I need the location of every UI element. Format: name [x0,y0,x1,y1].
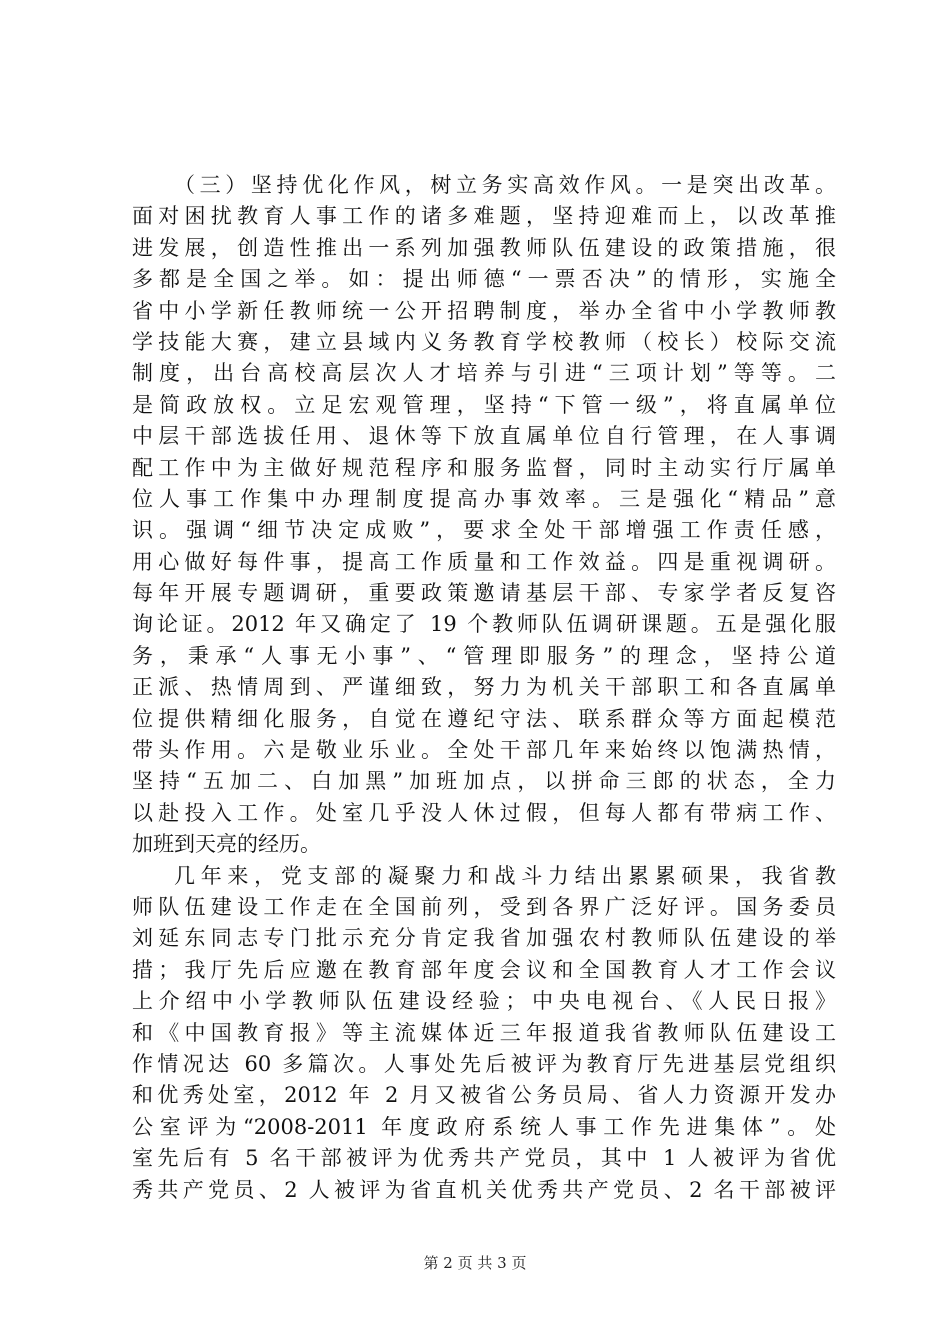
text-line: 是简政放权。立足宏观管理，坚持“下管一级”，将直属单位 [132,392,836,417]
text-line: 中层干部选拔任用、退休等下放直属单位自行管理，在人事调 [132,424,836,449]
text-line: 室先后有 5 名干部被评为优秀共产党员，其中 1 人被评为省优 [132,1146,836,1171]
text-line: 刘延东同志专门批示充分肯定我省加强农村教师队伍建设的举 [132,926,836,951]
text-line: 务，秉承“人事无小事”、“管理即服务”的理念，坚持公道 [132,643,836,668]
text-line: 用心做好每件事，提高工作质量和工作效益。四是重视调研。 [132,549,836,574]
text-line: 坚持“五加二、白加黑”加班加点，以拼命三郎的状态，全力 [132,769,836,794]
text-line: 学技能大赛，建立县域内义务教育学校教师（校长）校际交流 [132,329,836,354]
text-line: 秀共产党员、2 人被评为省直机关优秀共产党员、2 名干部被评 [132,1177,836,1202]
text-line: 公室评为“2008-2011 年度政府系统人事工作先进集体”。处 [132,1114,836,1139]
paragraph-work-style [132,170,836,861]
text-line: 制度，出台高校高层次人才培养与引进“三项计划”等等。二 [132,361,836,386]
text-line: 带头作用。六是敬业乐业。全处干部几年来始终以饱满热情， [132,738,836,763]
text-line: 省中小学新任教师统一公开招聘制度，举办全省中小学教师教 [132,298,836,323]
text-line: 询论证。2012 年又确定了 19 个教师队伍调研课题。五是强化服 [132,612,836,637]
text-line: 作情况达 60 多篇次。人事处先后被评为教育厅先进基层党组织 [132,1051,836,1076]
text-line: 正派、热情周到、严谨细致，努力为机关干部职工和各直属单 [132,675,836,700]
text-line: 几年来，党支部的凝聚力和战斗力结出累累硕果，我省教 [174,863,836,888]
text-line: 位提供精细化服务，自觉在遵纪守法、联系群众等方面起模范 [132,706,836,731]
text-line: 多都是全国之举。如：提出师德“一票否决”的情形，实施全 [132,267,836,292]
text-line: 每年开展专题调研，重要政策邀请基层干部、专家学者反复咨 [132,581,836,606]
text-line: 加班到天亮的经历。 [132,832,321,857]
text-line: 以赴投入工作。处室几乎没人休过假，但每人都有带病工作、 [132,800,836,825]
text-line: （三）坚持优化作风，树立务实高效作风。一是突出改革。 [174,173,836,197]
text-line: 和《中国教育报》等主流媒体近三年报道我省教师队伍建设工 [132,1020,836,1045]
text-line: 位人事工作集中办理制度提高办事效率。三是强化“精品”意 [132,486,836,511]
body-text [132,170,836,1206]
text-line: 措；我厅先后应邀在教育部年度会议和全国教育人才工作会议 [132,957,836,982]
paragraph-achievements [132,861,836,1206]
text-line: 师队伍建设工作走在全国前列，受到各界广泛好评。国务委员 [132,894,836,919]
page-footer: 第 2 页 共 3 页 [423,1254,527,1272]
text-line: 进发展，创造性推出一系列加强教师队伍建设的政策措施，很 [132,235,836,260]
text-line: 面对困扰教育人事工作的诸多难题，坚持迎难而上，以改革推 [132,204,836,229]
text-line: 上介绍中小学教师队伍建设经验；中央电视台、《人民日报》 [132,989,836,1014]
text-line: 配工作中为主做好规范程序和服务监督，同时主动实行厅属单 [132,455,836,480]
text-line: 识。强调“细节决定成败”，要求全处干部增强工作责任感， [132,518,836,543]
text-line: 和优秀处室，2012 年 2 月又被省公务员局、省人力资源开发办 [132,1083,836,1108]
